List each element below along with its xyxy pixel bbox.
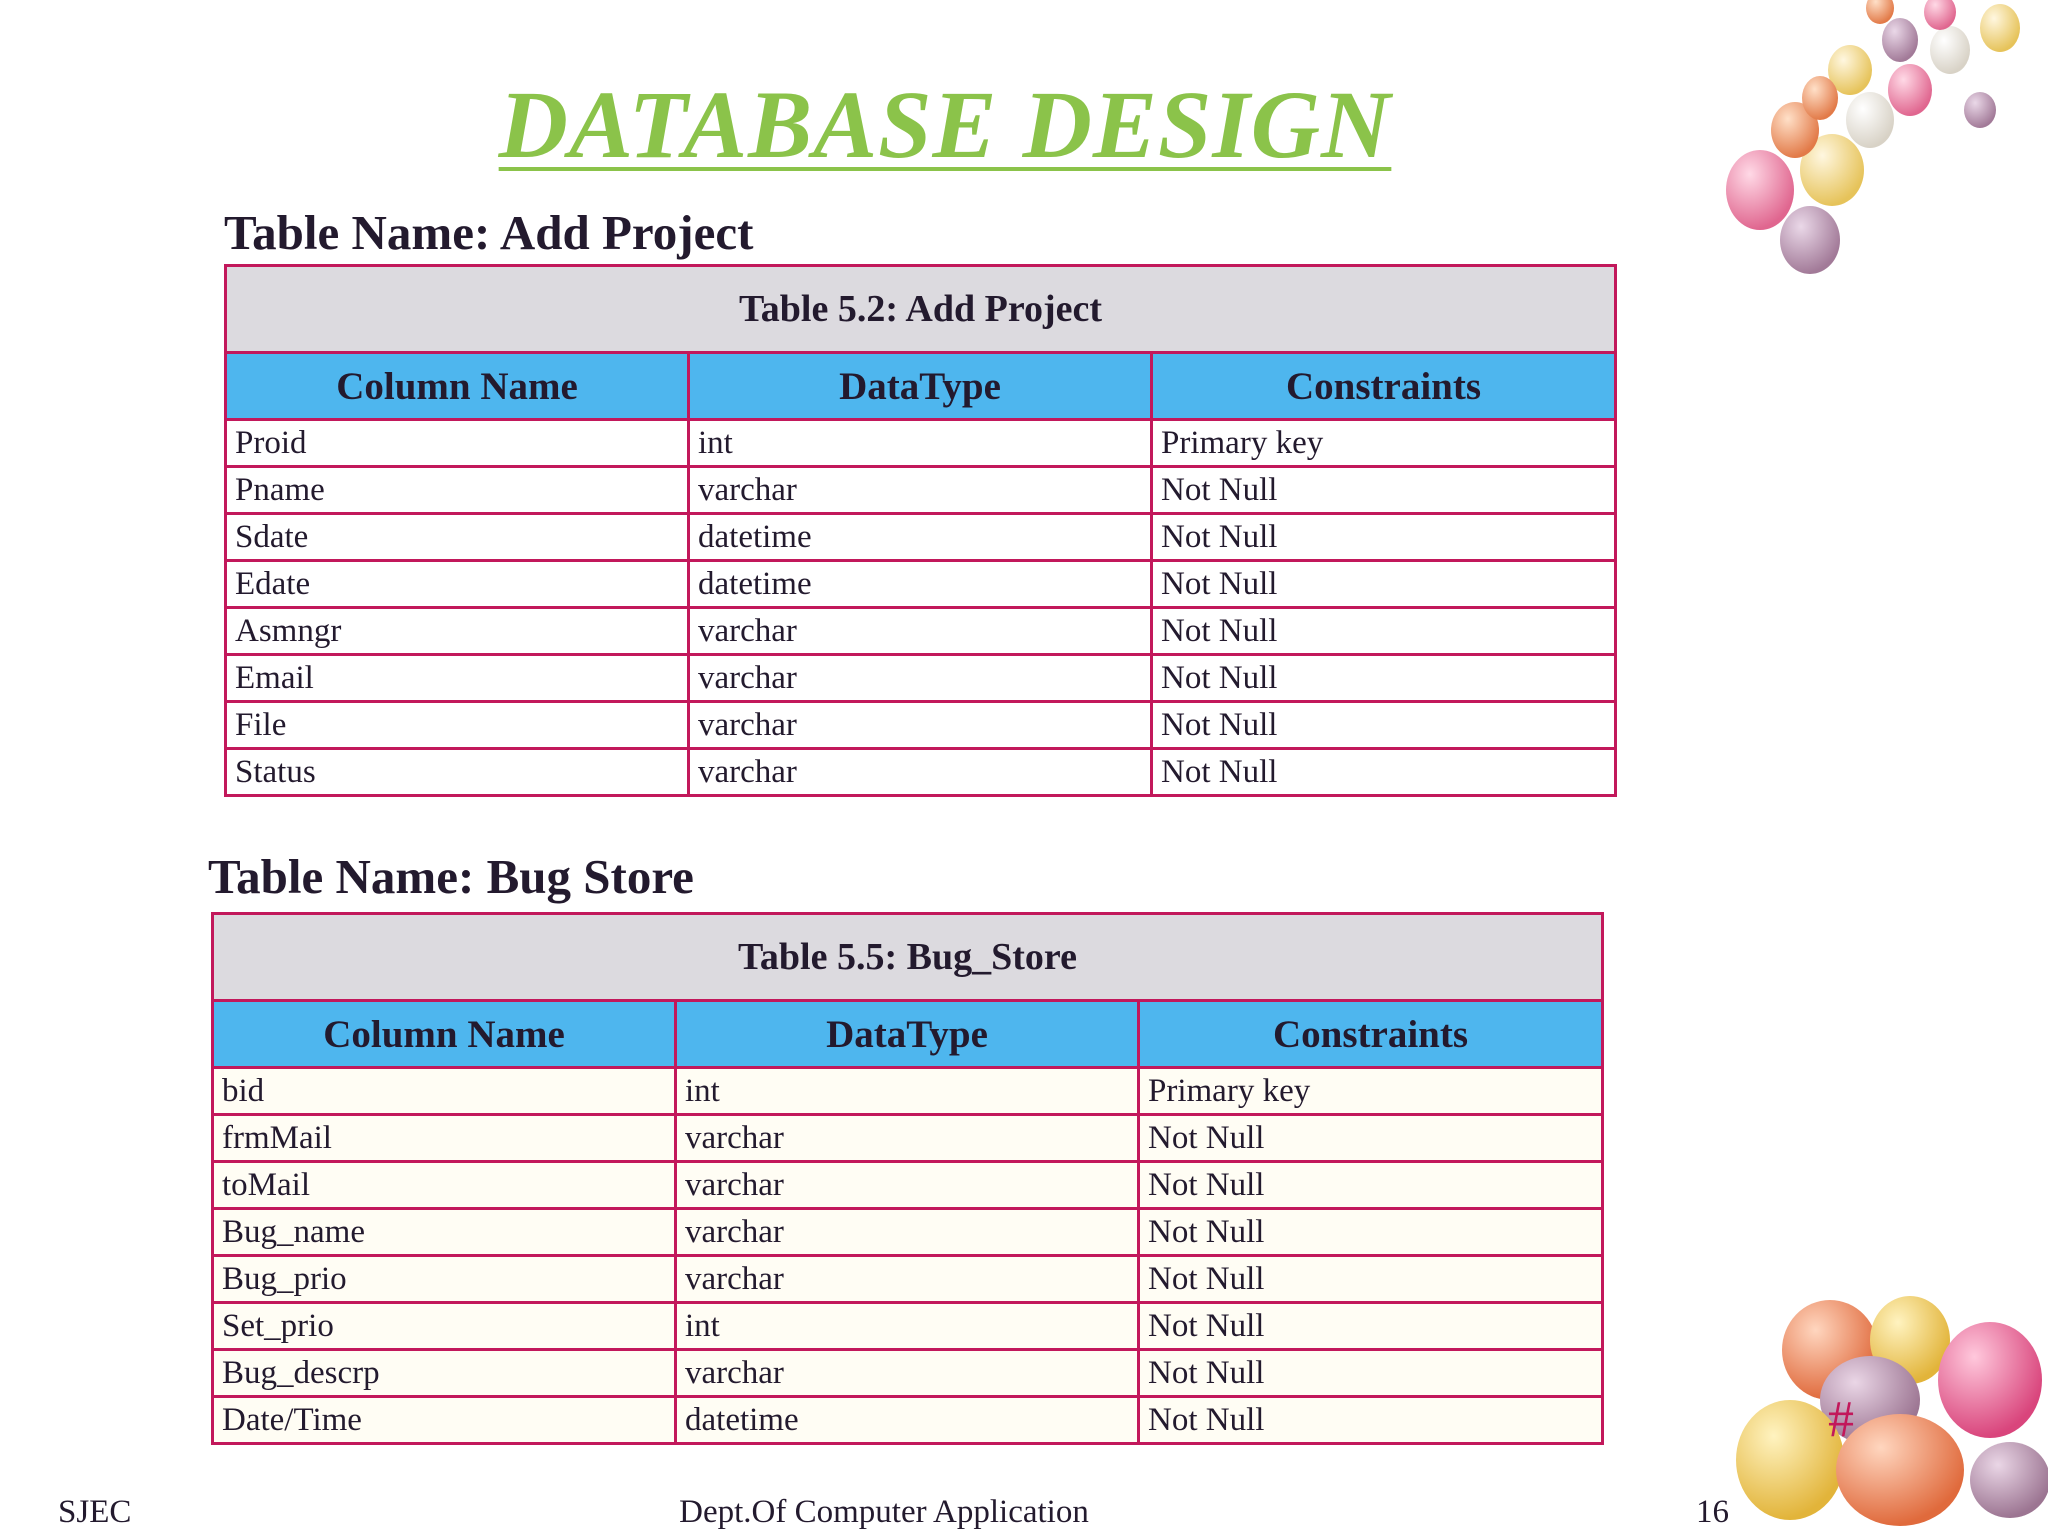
column-header-constraints: Constraints — [1152, 353, 1616, 420]
table-row — [226, 467, 1616, 514]
cell-column-name: toMail — [213, 1162, 676, 1209]
cell-datatype: varchar — [676, 1256, 1139, 1303]
cell-datatype: int — [676, 1303, 1139, 1350]
cell-constraints: Primary key — [1139, 1068, 1603, 1115]
cell-column-name: Set_prio — [213, 1303, 676, 1350]
table-header-row — [213, 1001, 1603, 1068]
cell-column-name: File — [226, 702, 689, 749]
cell-column-name: Proid — [226, 420, 689, 467]
cell-column-name: Email — [226, 655, 689, 702]
table-row — [226, 655, 1616, 702]
candy-eggs-bottom-image — [1720, 1280, 2048, 1536]
table-caption-row — [226, 266, 1616, 353]
cell-datatype: varchar — [689, 702, 1152, 749]
cell-constraints: Not Null — [1152, 467, 1616, 514]
table-row — [213, 1115, 1603, 1162]
footer-institution: SJEC — [58, 1494, 132, 1530]
table-row — [213, 1350, 1603, 1397]
column-header-datatype: DataType — [689, 353, 1152, 420]
cell-constraints: Not Null — [1152, 561, 1616, 608]
cell-constraints: Not Null — [1139, 1350, 1603, 1397]
cell-column-name: Bug_descrp — [213, 1350, 676, 1397]
table-row — [226, 702, 1616, 749]
cell-datatype: varchar — [689, 655, 1152, 702]
table-header-row — [226, 353, 1616, 420]
table-row — [213, 1162, 1603, 1209]
table-caption: Table 5.5: Bug_Store — [213, 914, 1603, 1001]
table-row — [226, 561, 1616, 608]
cell-constraints: Not Null — [1139, 1115, 1603, 1162]
column-header-column-name: Column Name — [213, 1001, 676, 1068]
cell-column-name: Status — [226, 749, 689, 796]
table-row — [213, 1068, 1603, 1115]
cell-datatype: int — [676, 1068, 1139, 1115]
cell-datatype: varchar — [676, 1162, 1139, 1209]
column-header-constraints: Constraints — [1139, 1001, 1603, 1068]
cell-column-name: Pname — [226, 467, 689, 514]
cell-datatype: varchar — [689, 608, 1152, 655]
cell-column-name: Bug_prio — [213, 1256, 676, 1303]
cell-constraints: Not Null — [1152, 608, 1616, 655]
footer-department: Dept.Of Computer Application — [679, 1494, 1089, 1530]
bug-store-table — [211, 912, 1604, 1445]
footer-page-number: 16 — [1696, 1494, 1729, 1530]
table-caption-row — [213, 914, 1603, 1001]
section-heading-bug-store: Table Name: Bug Store — [208, 849, 694, 904]
cell-datatype: varchar — [676, 1209, 1139, 1256]
table-row — [226, 749, 1616, 796]
table-row — [213, 1256, 1603, 1303]
cell-constraints: Not Null — [1152, 514, 1616, 561]
table-row — [213, 1209, 1603, 1256]
cell-datatype: varchar — [676, 1350, 1139, 1397]
cell-constraints: Not Null — [1139, 1303, 1603, 1350]
cell-column-name: Date/Time — [213, 1397, 676, 1444]
cell-column-name: Bug_name — [213, 1209, 676, 1256]
column-header-datatype: DataType — [676, 1001, 1139, 1068]
cell-datatype: datetime — [676, 1397, 1139, 1444]
table-caption: Table 5.2: Add Project — [226, 266, 1616, 353]
column-header-column-name: Column Name — [226, 353, 689, 420]
cell-column-name: Sdate — [226, 514, 689, 561]
cell-constraints: Not Null — [1139, 1256, 1603, 1303]
cell-column-name: Edate — [226, 561, 689, 608]
cell-constraints: Not Null — [1139, 1209, 1603, 1256]
table-row — [226, 420, 1616, 467]
cell-column-name: bid — [213, 1068, 676, 1115]
cell-datatype: varchar — [676, 1115, 1139, 1162]
table-row — [213, 1303, 1603, 1350]
cell-constraints: Primary key — [1152, 420, 1616, 467]
cell-datatype: datetime — [689, 514, 1152, 561]
slide-title: DATABASE DESIGN — [498, 71, 1392, 178]
cell-datatype: int — [689, 420, 1152, 467]
cell-datatype: varchar — [689, 467, 1152, 514]
cell-constraints: Not Null — [1152, 655, 1616, 702]
table-row — [213, 1397, 1603, 1444]
section-heading-add-project: Table Name: Add Project — [224, 205, 754, 260]
add-project-table — [224, 264, 1617, 797]
table-row — [226, 514, 1616, 561]
cell-constraints: Not Null — [1152, 749, 1616, 796]
cell-datatype: varchar — [689, 749, 1152, 796]
cell-column-name: Asmngr — [226, 608, 689, 655]
cell-datatype: datetime — [689, 561, 1152, 608]
cell-column-name: frmMail — [213, 1115, 676, 1162]
table-row — [226, 608, 1616, 655]
cell-constraints: Not Null — [1139, 1162, 1603, 1209]
slide-number-placeholder: # — [1828, 1391, 1854, 1448]
cell-constraints: Not Null — [1139, 1397, 1603, 1444]
cell-constraints: Not Null — [1152, 702, 1616, 749]
